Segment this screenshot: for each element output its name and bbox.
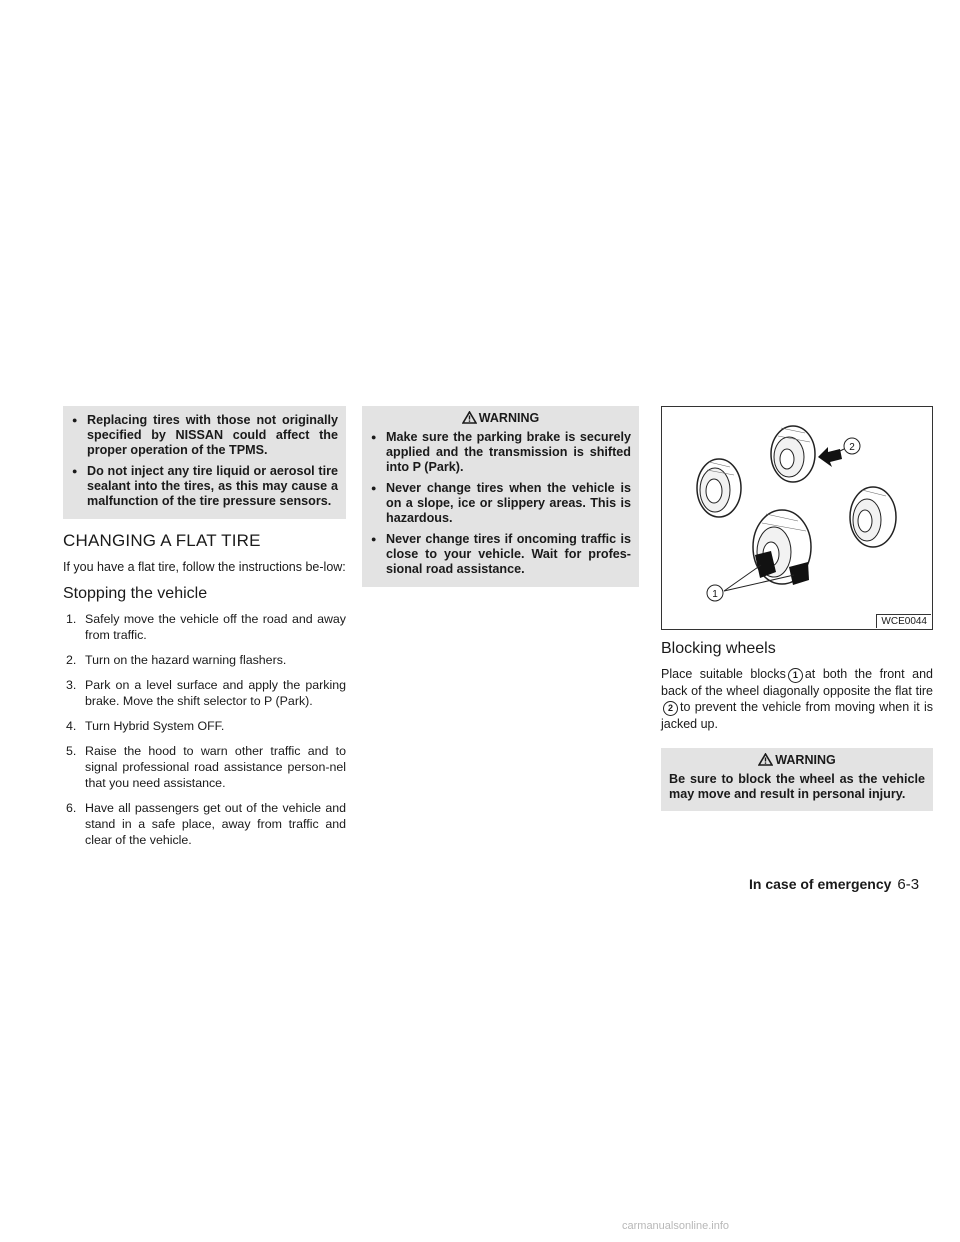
warning-list (370, 430, 631, 577)
wheel-illustration (662, 407, 932, 629)
intro-text: If you have a flat tire, follow the instructions be-low: (63, 560, 346, 574)
tire-front-left (697, 459, 741, 517)
chapter-label: In case of emergency (749, 876, 892, 892)
warning-box-tires (362, 406, 639, 587)
step-item: 3. Park on a level surface and apply the parking brake. Move the shift selector to P (Park). (66, 678, 346, 708)
tire-rear-right (850, 487, 896, 547)
marker-1: 1 (788, 668, 803, 683)
wheel-blocking-figure (661, 406, 933, 630)
warning-item: ● Never change tires if oncoming traffic is close to your vehicle. Wait for profes-sional road assistance. (370, 532, 631, 577)
step-item: 5. Raise the hood to warn other traffic and to signal professional road assistance person-nel that you need assistance. (66, 744, 346, 790)
column-right (661, 406, 933, 811)
section-title: CHANGING A FLAT TIRE (63, 531, 261, 550)
warning-title: WARNING (478, 411, 540, 425)
tpms-caution-box (63, 406, 346, 519)
column-middle (362, 406, 639, 587)
stopping-steps-list (63, 611, 346, 848)
subsection-title-stopping: Stopping the vehicle (63, 585, 208, 602)
warning-header (669, 748, 925, 772)
callout-2-label: 2 (849, 442, 855, 453)
watermark: carmanualsonline.info (622, 1220, 730, 1232)
leader-line (840, 449, 844, 451)
page-footer (749, 876, 919, 893)
warning-item: ● Never change tires when the vehicle is on a slope, ice or slippery areas. This is hazardous. (370, 481, 631, 526)
tpms-caution-item: ● Do not inject any tire liquid or aerosol tire sealant into the tires, as this may cause a malfunction of the tire pressure sensors. (71, 464, 338, 509)
step-item: 1. Safely move the vehicle off the road and away from traffic. (66, 612, 346, 642)
warning-box-block (661, 748, 933, 811)
figure-code: WCE0044 (876, 614, 931, 628)
warning-triangle-icon (462, 411, 477, 424)
callout-1-label: 1 (712, 589, 718, 600)
step-item: 4. Turn Hybrid System OFF. (66, 719, 225, 733)
arrow-icon (818, 447, 842, 467)
step-item: 2. Turn on the hazard warning flashers. (66, 653, 287, 667)
warning-header (370, 406, 631, 430)
warning-item: ● Make sure the parking brake is securely applied and the transmission is shifted into P (Park). (370, 430, 631, 475)
step-item: 6. Have all passengers get out of the vehicle and stand in a safe place, away from traffic and clear of the vehicle. (66, 801, 346, 847)
tire-flat (771, 426, 815, 482)
page-number: 6-3 (897, 876, 920, 893)
marker-2: 2 (663, 701, 678, 716)
warning-title: WARNING (775, 753, 836, 767)
tpms-caution-list (71, 413, 338, 509)
warning-block-text: Be sure to block the wheel as the vehicle may move and result in personal injury. (669, 772, 925, 801)
subsection-title-blocking: Blocking wheels (661, 640, 776, 657)
column-left (63, 406, 346, 857)
blocking-text: Place suitable blocks 1 at both the front and back of the wheel diagonally opposite the flat tire 2 to prevent the vehicle from moving when it is jacked up. (661, 667, 933, 731)
warning-triangle-icon (758, 753, 773, 766)
tpms-caution-item: ● Replacing tires with those not originally specified by NISSAN could affect the proper operation of the TPMS. (71, 413, 338, 458)
